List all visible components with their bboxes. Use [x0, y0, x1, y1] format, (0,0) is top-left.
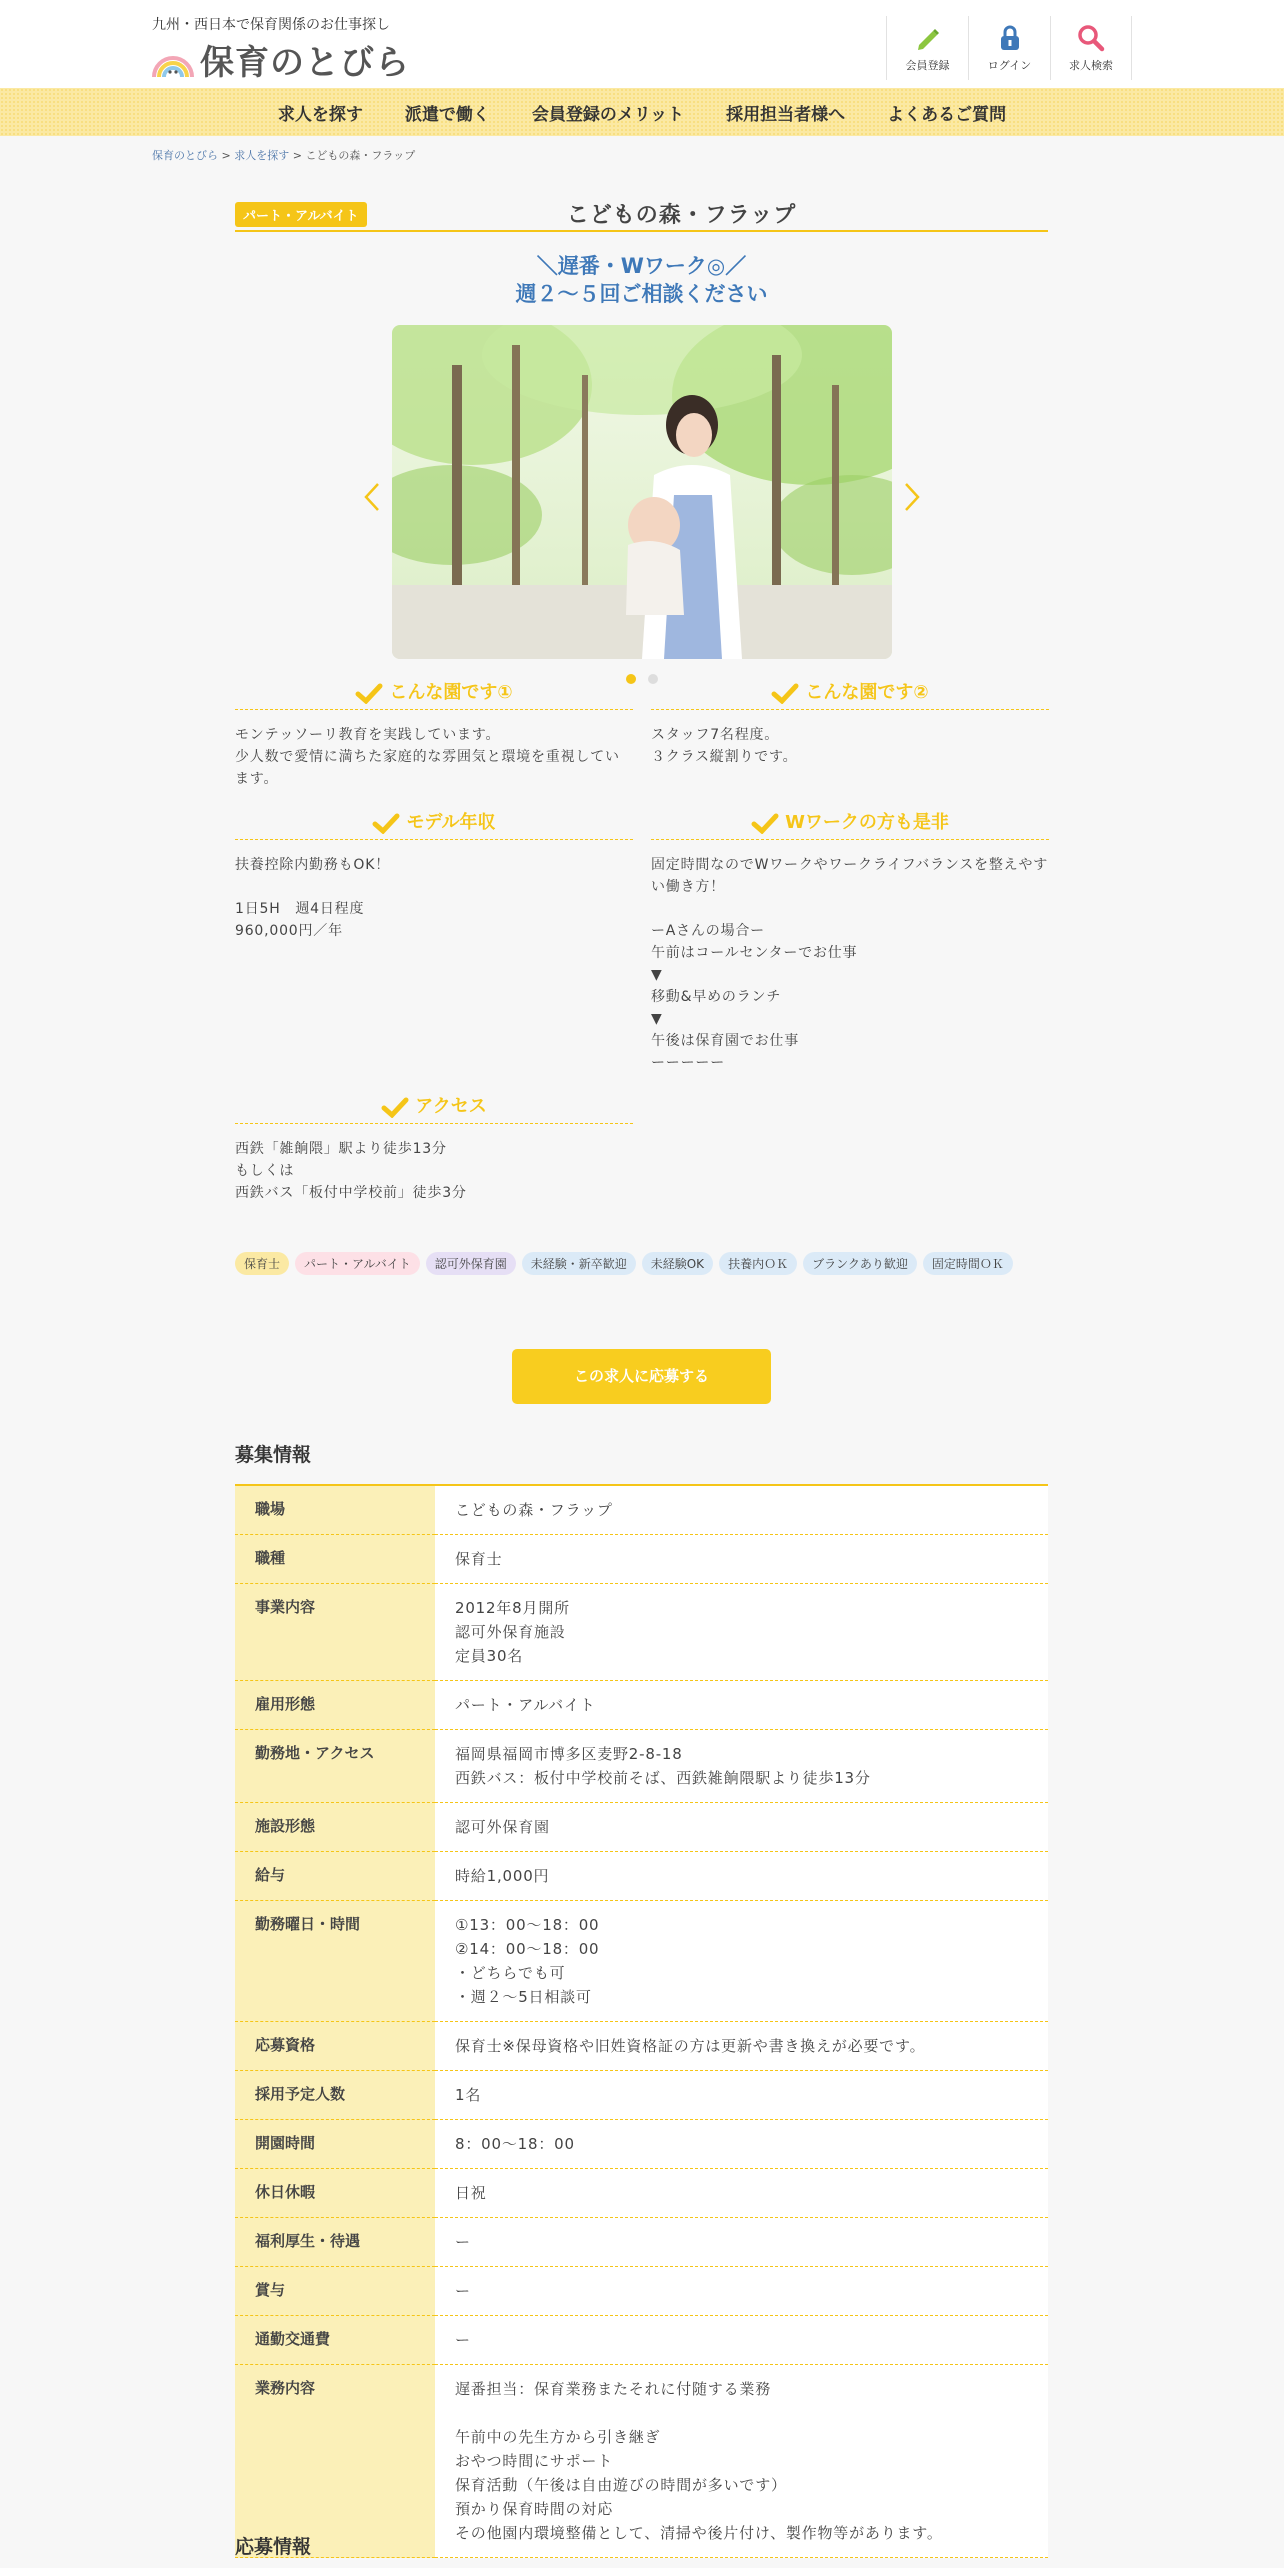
table-row: [235, 1852, 1048, 1901]
table-row: [235, 2316, 1048, 2365]
table-row: [235, 2022, 1048, 2071]
table-row: [235, 1584, 1048, 1681]
job-title-row: [235, 194, 1048, 232]
row-label: 給与: [235, 1852, 435, 1901]
row-value: 福岡県福岡市博多区麦野2-8-18 西鉄バス：板付中学校前そば、西鉄雑餉隈駅より徒歩13分: [435, 1730, 1048, 1803]
catch-copy: [235, 252, 1048, 308]
row-label: 賞与: [235, 2267, 435, 2316]
register-button[interactable]: [886, 16, 968, 80]
page-title: こどもの森・フラップ: [566, 203, 797, 228]
logo-text: 保育のとびら: [200, 42, 410, 83]
feature-title: こんな園です②: [805, 682, 929, 703]
rainbow-logo-icon: [150, 39, 196, 79]
row-label: 勤務曜日・時間: [235, 1901, 435, 2022]
row-label: 事業内容: [235, 1584, 435, 1681]
row-value: 日祝: [435, 2169, 1048, 2218]
slider-prev-icon[interactable]: [362, 482, 382, 512]
photo-slider[interactable]: [392, 325, 892, 659]
feature-title: こんな園です①: [389, 682, 513, 703]
row-label: 職種: [235, 1535, 435, 1584]
recruit-info-heading: 募集情報: [235, 1444, 312, 1466]
tag-list: [235, 1252, 1048, 1283]
tag-badge: 未経験OK: [642, 1252, 713, 1275]
check-icon: [372, 812, 400, 834]
catch-line-2: 週２～５回ご相談ください: [515, 282, 768, 306]
feature-block: [651, 680, 1049, 768]
table-row: [235, 2365, 1048, 2558]
tag-badge: 固定時間ＯＫ: [923, 1252, 1013, 1275]
row-value: ー: [435, 2316, 1048, 2365]
row-label: 休日休暇: [235, 2169, 435, 2218]
check-icon: [771, 682, 799, 704]
lock-icon: [995, 23, 1025, 53]
row-value: 遅番担当：保育業務またそれに付随する業務 午前中の先生方から引き継ぎ おやつ時間にサポート 保育活動（午後は自由遊びの時間が多いです） 預かり保育時間の対応 その他園内環境整備として、清掃や後片付け、製作物等があります。: [435, 2365, 1048, 2558]
nav-find-jobs[interactable]: 求人を探す: [277, 104, 363, 125]
row-label: 雇用形態: [235, 1681, 435, 1730]
row-label: 勤務地・アクセス: [235, 1730, 435, 1803]
table-row: [235, 1901, 1048, 2022]
feature-title: Wワークの方も是非: [785, 812, 949, 833]
breadcrumb-separator: >: [221, 149, 231, 162]
row-label: 業務内容: [235, 2365, 435, 2558]
table-row: [235, 2267, 1048, 2316]
slider-next-icon[interactable]: [902, 482, 922, 512]
table-row: [235, 1485, 1048, 1535]
catch-line-1: ＼遅番・Wワーク◎／: [536, 254, 747, 278]
feature-block: [651, 810, 1049, 1074]
table-row: [235, 1535, 1048, 1584]
tag-badge: 扶養内ＯＫ: [719, 1252, 797, 1275]
login-label: ログイン: [987, 59, 1032, 72]
row-value: ー: [435, 2267, 1048, 2316]
apply-info-heading: 応募情報: [235, 2536, 312, 2558]
row-value: 保育士※保母資格や旧姓資格証の方は更新や書き換えが必要です。: [435, 2022, 1048, 2071]
tag-badge: ブランクあり歓迎: [803, 1252, 917, 1275]
breadcrumb-separator: >: [292, 149, 302, 162]
row-label: 採用予定人数: [235, 2071, 435, 2120]
table-row: [235, 2218, 1048, 2267]
table-row: [235, 1681, 1048, 1730]
site-logo[interactable]: [150, 38, 410, 83]
tag-badge: 認可外保育園: [426, 1252, 516, 1275]
feature-heading: [235, 1094, 633, 1124]
row-value: ー: [435, 2218, 1048, 2267]
table-row: [235, 1730, 1048, 1803]
check-icon: [751, 812, 779, 834]
breadcrumb-search[interactable]: 求人を探す: [234, 149, 290, 162]
login-button[interactable]: [968, 16, 1050, 80]
breadcrumb-home[interactable]: 保育のとびら: [152, 149, 218, 162]
job-search-button[interactable]: [1050, 16, 1132, 80]
row-label: 応募資格: [235, 2022, 435, 2071]
feature-heading: [235, 680, 633, 710]
feature-block: [235, 1094, 633, 1204]
row-value: 8：00～18：00: [435, 2120, 1048, 2169]
job-search-label: 求人検索: [1069, 59, 1113, 72]
feature-title: モデル年収: [406, 812, 496, 833]
row-value: パート・アルバイト: [435, 1681, 1048, 1730]
breadcrumb-current: こどもの森・フラップ: [305, 149, 416, 162]
register-label: 会員登録: [905, 59, 950, 72]
check-icon: [381, 1096, 409, 1118]
global-nav: [0, 88, 1284, 136]
nav-dispatch[interactable]: 派遣で働く: [404, 104, 490, 125]
row-value: 保育士: [435, 1535, 1048, 1584]
row-label: 通勤交通費: [235, 2316, 435, 2365]
feature-heading: [235, 810, 633, 840]
recruit-info-table: [235, 1484, 1048, 2558]
feature-heading: [651, 680, 1049, 710]
row-label: 施設形態: [235, 1803, 435, 1852]
pencil-icon: [913, 23, 943, 53]
table-row: [235, 2169, 1048, 2218]
row-value: 認可外保育園: [435, 1803, 1048, 1852]
feature-heading: [651, 810, 1049, 840]
feature-block: [235, 680, 633, 790]
feature-body: モンテッソーリ教育を実践しています。 少人数で愛情に満ちた家庭的な雰囲気と環境を重視しています。: [235, 727, 620, 787]
apply-button[interactable]: この求人に応募する: [512, 1349, 771, 1404]
site-tagline: 九州・西日本で保育関係のお仕事探し: [152, 17, 390, 33]
nav-for-recruiters[interactable]: 採用担当者様へ: [726, 104, 846, 125]
header-icon-menu: [886, 16, 1132, 80]
row-value: 1名: [435, 2071, 1048, 2120]
nav-member-merits[interactable]: 会員登録のメリット: [531, 104, 685, 125]
tag-badge: 保育士: [235, 1252, 289, 1275]
row-value: 時給1,000円: [435, 1852, 1048, 1901]
feature-body: 固定時間なのでWワークやワークライフバランスを整えやすい働き方！ ーAさんの場合ー 午前はコールセンターでお仕事 ▼ 移動&早めのランチ ▼ 午後は保育園でお仕事 ーーーーー: [651, 857, 1049, 1071]
row-value: 2012年8月開所 認可外保育施設 定員30名: [435, 1584, 1048, 1681]
tag-badge: 未経験・新卒歓迎: [522, 1252, 636, 1275]
breadcrumb: [152, 147, 415, 163]
feature-body: スタッフ7名程度。 ３クラス縦割りです。: [651, 727, 798, 765]
row-label: 職場: [235, 1485, 435, 1535]
employment-type-badge: パート・アルバイト: [235, 202, 367, 227]
table-row: [235, 2120, 1048, 2169]
row-label: 開園時間: [235, 2120, 435, 2169]
slide-photo: [392, 325, 892, 659]
row-value: こどもの森・フラップ: [435, 1485, 1048, 1535]
feature-body: 扶養控除内勤務もOK！ 1日5H 週4日程度 960,000円／年: [235, 857, 390, 939]
search-icon: [1076, 23, 1106, 53]
feature-body: 西鉄「雑餉隈」駅より徒歩13分 もしくは 西鉄バス「板付中学校前」徒歩3分: [235, 1141, 467, 1201]
table-row: [235, 1803, 1048, 1852]
feature-title: アクセス: [415, 1096, 487, 1117]
row-label: 福利厚生・待遇: [235, 2218, 435, 2267]
check-icon: [355, 682, 383, 704]
row-value: ①13：00～18：00 ②14：00～18：00 ・どちらでも可 ・週２～5日相談可: [435, 1901, 1048, 2022]
site-header: [0, 0, 1284, 88]
feature-block: [235, 810, 633, 942]
tag-badge: パート・アルバイト: [295, 1252, 420, 1275]
table-row: [235, 2071, 1048, 2120]
nav-faq[interactable]: よくあるご質問: [887, 104, 1007, 125]
